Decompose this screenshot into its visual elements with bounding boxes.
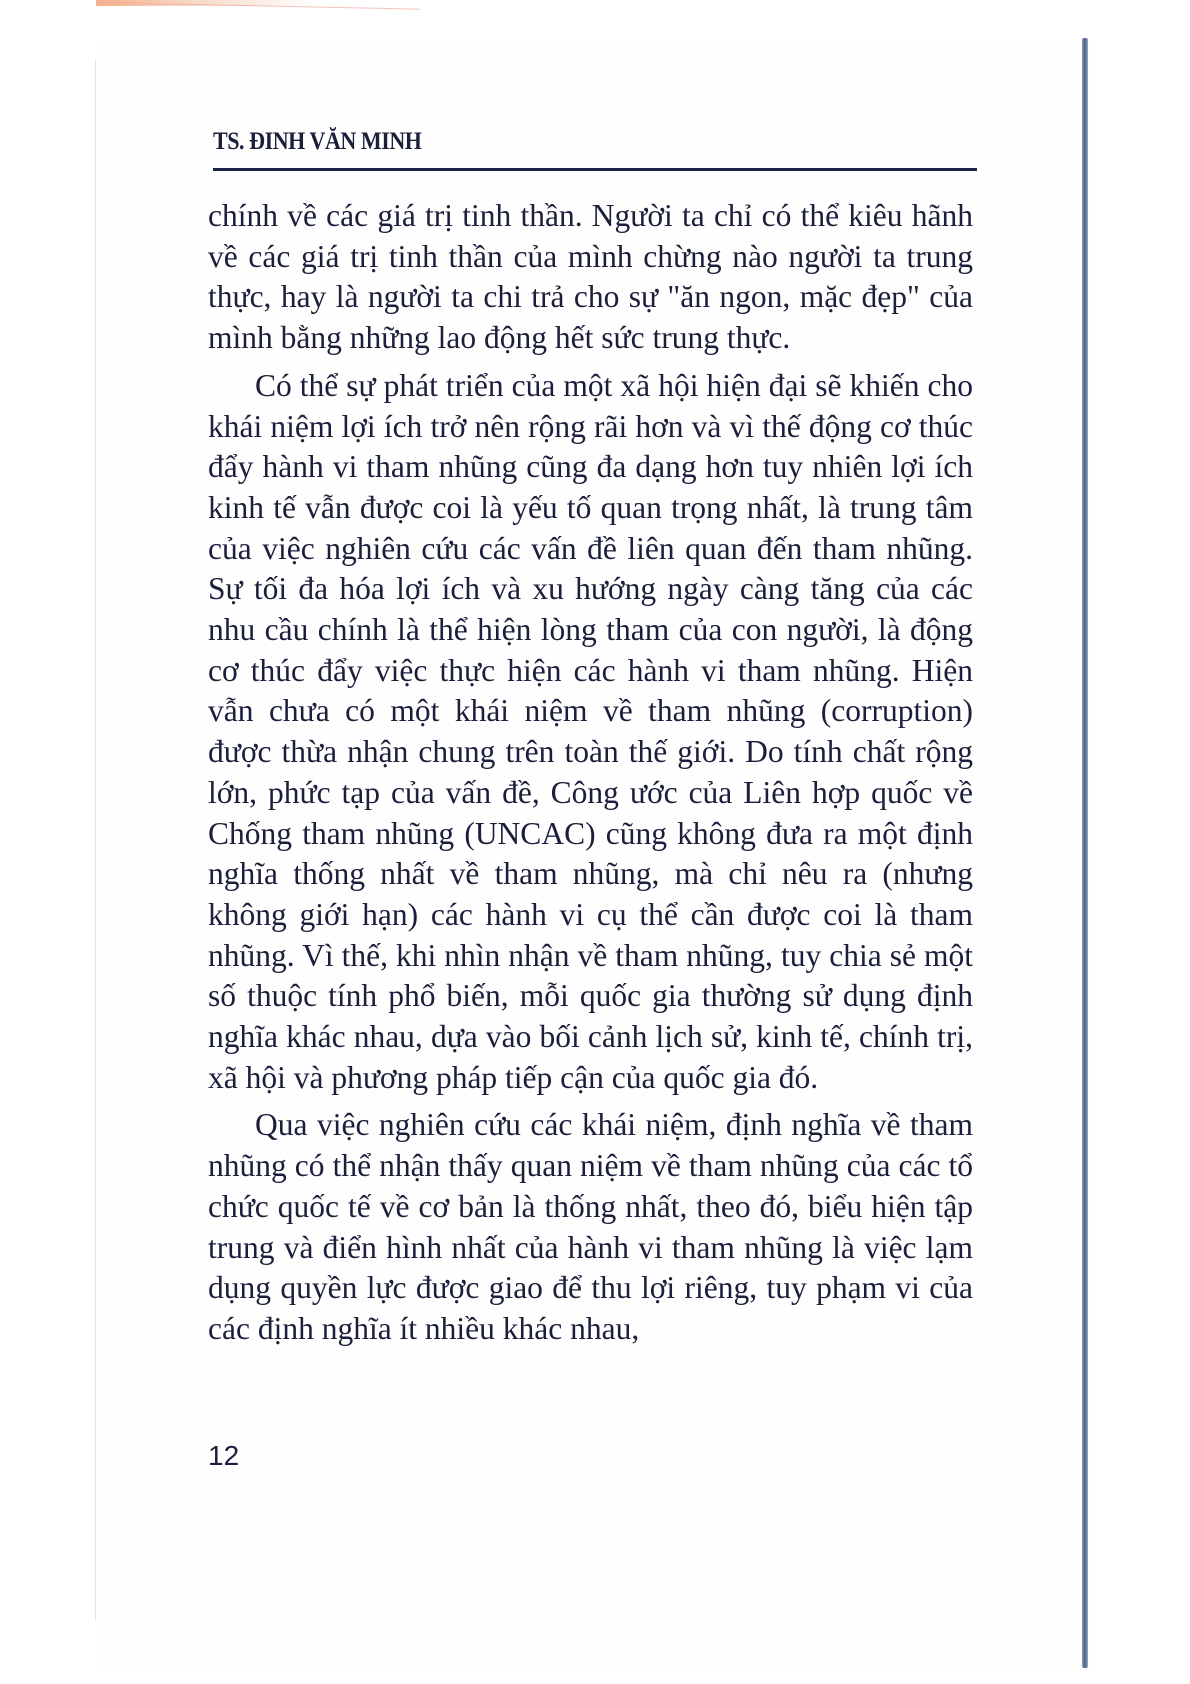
header-rule bbox=[213, 168, 977, 171]
page-binding-edge bbox=[1082, 38, 1088, 1668]
body-text bbox=[208, 196, 973, 1350]
paragraph-2: Có thể sự phát triển của một xã hội hiện đại sẽ khiến cho khái niệm lợi ích trở nên rộng rãi hơn và vì thế động cơ thúc đẩy hành vi tham nhũng cũng đa dạng hơn tuy nhiên lợi ích kinh tế vẫn được coi là yếu tố quan trọng nhất, là trung tâm của việc nghiên cứu các vấn đề liên quan đến tham nhũng. Sự tối đa hóa lợi ích và xu hướng ngày càng tăng của các nhu cầu chính là thể hiện lòng tham của con người, là động cơ thúc đẩy việc thực hiện các hành vi tham nhũng. Hiện vẫn chưa có một khái niệm về tham nhũng (corruption) được thừa nhận chung trên toàn thế giới. Do tính chất rộng lớn, phức tạp của vấn đề, Công ước của Liên hợp quốc về Chống tham nhũng (UNCAC) cũng không đưa ra một định nghĩa thống nhất về tham nhũng, mà chỉ nêu ra (nhưng không giới hạn) các hành vi cụ thể cần được coi là tham nhũng. Vì thế, khi nhìn nhận về tham nhũng, tuy chia sẻ một số thuộc tính phổ biến, mỗi quốc gia thường sử dụng định nghĩa khác nhau, dựa vào bối cảnh lịch sử, kinh tế, chính trị, xã hội và phương pháp tiếp cận của quốc gia đó. bbox=[208, 367, 973, 1095]
paragraph-3: Qua việc nghiên cứu các khái niệm, định nghĩa về tham nhũng có thể nhận thấy quan niệm về tham nhũng của các tổ chức quốc tế về cơ bản là thống nhất, theo đó, biểu hiện tập trung và điển hình nhất của hành vi tham nhũng là việc lạm dụng quyền lực được giao để thu lợi riêng, tuy phạm vi của các định nghĩa ít nhiều khác nhau, bbox=[208, 1107, 973, 1346]
running-head-author: TS. ĐINH VĂN MINH bbox=[213, 128, 422, 155]
paragraph-1: chính về các giá trị tinh thần. Người ta chỉ có thể kiêu hãnh về các giá trị tinh thần của mình chừng nào người ta trung thực, hay là người ta chi trả cho sự "ăn ngon, mặc đẹp" của mình bằng những lao động hết sức trung thực. bbox=[208, 198, 973, 356]
page-number: 12 bbox=[208, 1440, 240, 1471]
